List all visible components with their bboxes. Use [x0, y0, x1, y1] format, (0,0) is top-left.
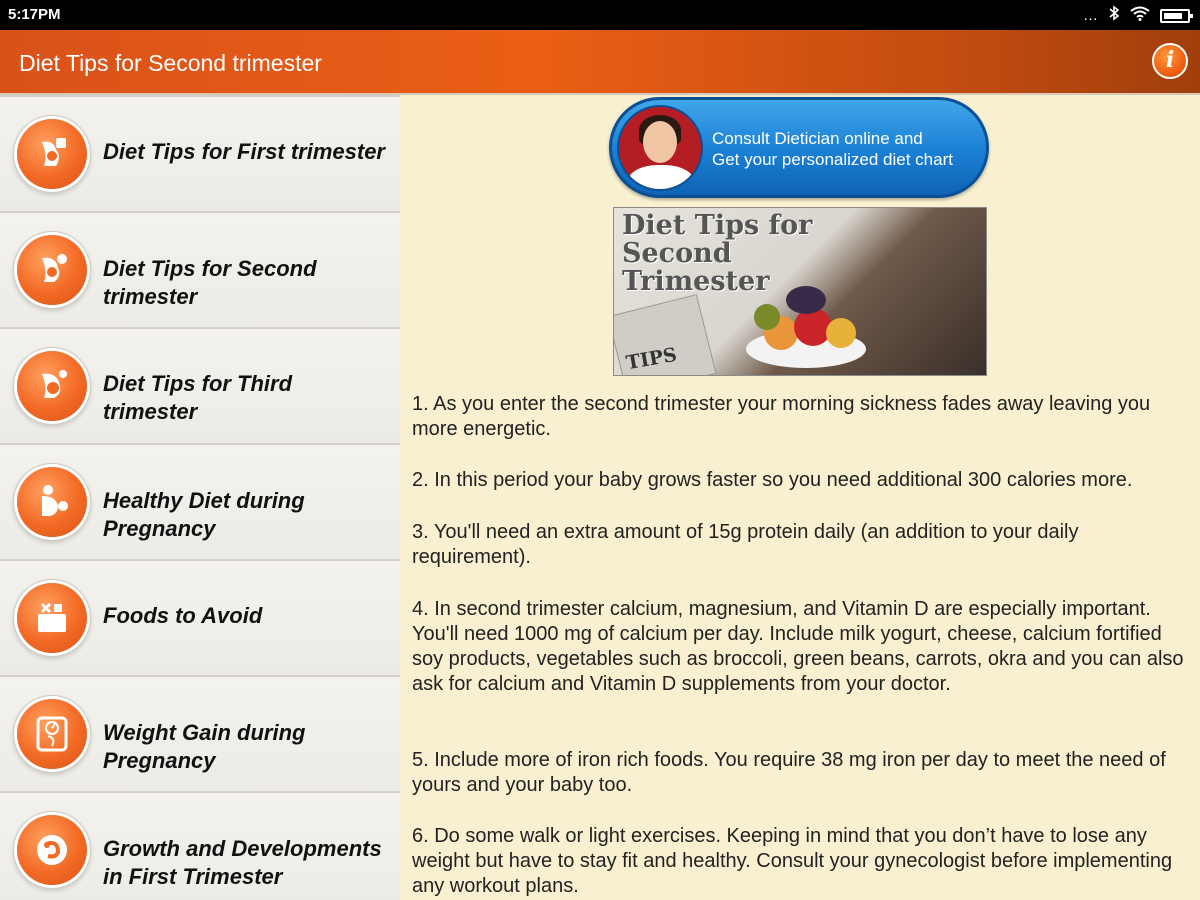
sidebar-item-label: Healthy Diet during Pregnancy [103, 488, 305, 541]
article-banner-image [613, 207, 987, 376]
weight-scale-icon [17, 699, 87, 769]
tip-paragraph-5: 5. Include more of iron rich foods. You require 38 mg iron per day to meet the need of yours and your baby too. [412, 749, 1166, 796]
bluetooth-icon [1108, 5, 1120, 26]
sidebar [0, 95, 400, 900]
sidebar-item-third-trimester[interactable] [0, 327, 400, 443]
consult-text [712, 128, 953, 170]
sidebar-item-second-trimester[interactable] [0, 211, 400, 327]
pregnancy-second-icon [17, 235, 87, 305]
action-bar [0, 30, 1200, 95]
sidebar-item-label: Foods to Avoid [103, 603, 263, 628]
banner-title: Diet Tips for Second Trimester [622, 210, 813, 297]
sidebar-item-label: Diet Tips for First trimester [103, 139, 385, 164]
fetus-icon [17, 815, 87, 885]
consult-line-2: Get your personalized diet chart [712, 150, 953, 169]
tip-paragraph-3: 3. You'll need an extra amount of 15g protein daily (an addition to your daily requirement). [412, 521, 1079, 568]
kiwi-fruit [754, 304, 780, 330]
sidebar-item-first-trimester[interactable] [0, 95, 400, 211]
tip-paragraph-2: 2. In this period your baby grows faster so you need additional 300 calories more. [412, 469, 1133, 491]
sidebar-item-label: Diet Tips for Third trimester [103, 371, 293, 424]
sidebar-item-label: Growth and Developments in First Trimester [103, 836, 382, 889]
tips-label: TIPS [624, 343, 679, 375]
tip-paragraph-4: 4. In second trimester calcium, magnesium, and Vitamin D are especially important. You'll need 1000 mg of calcium per day. Include milk yogurt, cheese, calcium fortified soy products, vegetables such as broccoli, green beans, carrots, okra and you can also ask for calcium and Vitamin D supplements from your doctor. [412, 598, 1184, 695]
status-icons [1083, 5, 1190, 26]
grapes-fruit [786, 286, 826, 314]
sidebar-item-weight-gain[interactable] [0, 675, 400, 791]
sidebar-item-foods-to-avoid[interactable] [0, 559, 400, 675]
status-time: 5:17PM [8, 6, 61, 23]
peach-fruit [826, 318, 856, 348]
more-icon: … [1083, 6, 1098, 24]
sidebar-item-healthy-diet[interactable] [0, 443, 400, 559]
content-pane [400, 95, 1200, 900]
healthy-diet-icon [17, 467, 87, 537]
tip-paragraph-6: 6. Do some walk or light exercises. Keeping in mind that you don’t have to lose any weight but have to stay fit and healthy. Consult your gynecologist before implementing any workout plans. [412, 825, 1173, 897]
consult-line-1: Consult Dietician online and [712, 129, 923, 148]
pregnancy-first-icon [17, 119, 87, 189]
dietician-avatar [617, 105, 703, 191]
page-title: Diet Tips for Second trimester [19, 50, 322, 76]
battery-icon [1160, 9, 1190, 23]
foods-avoid-icon [17, 583, 87, 653]
tip-paragraph-1: 1. As you enter the second trimester your morning sickness fades away leaving you more energetic. [412, 393, 1151, 440]
sidebar-item-growth-development[interactable] [0, 791, 400, 900]
status-bar [0, 0, 1200, 30]
pregnancy-third-icon [17, 351, 87, 421]
consult-dietician-button[interactable] [609, 97, 989, 198]
wifi-icon [1130, 6, 1150, 26]
info-icon: i [1165, 47, 1175, 73]
info-button[interactable] [1152, 43, 1188, 79]
sidebar-item-label: Diet Tips for Second trimester [103, 256, 317, 309]
sidebar-item-label: Weight Gain during Pregnancy [103, 720, 306, 773]
